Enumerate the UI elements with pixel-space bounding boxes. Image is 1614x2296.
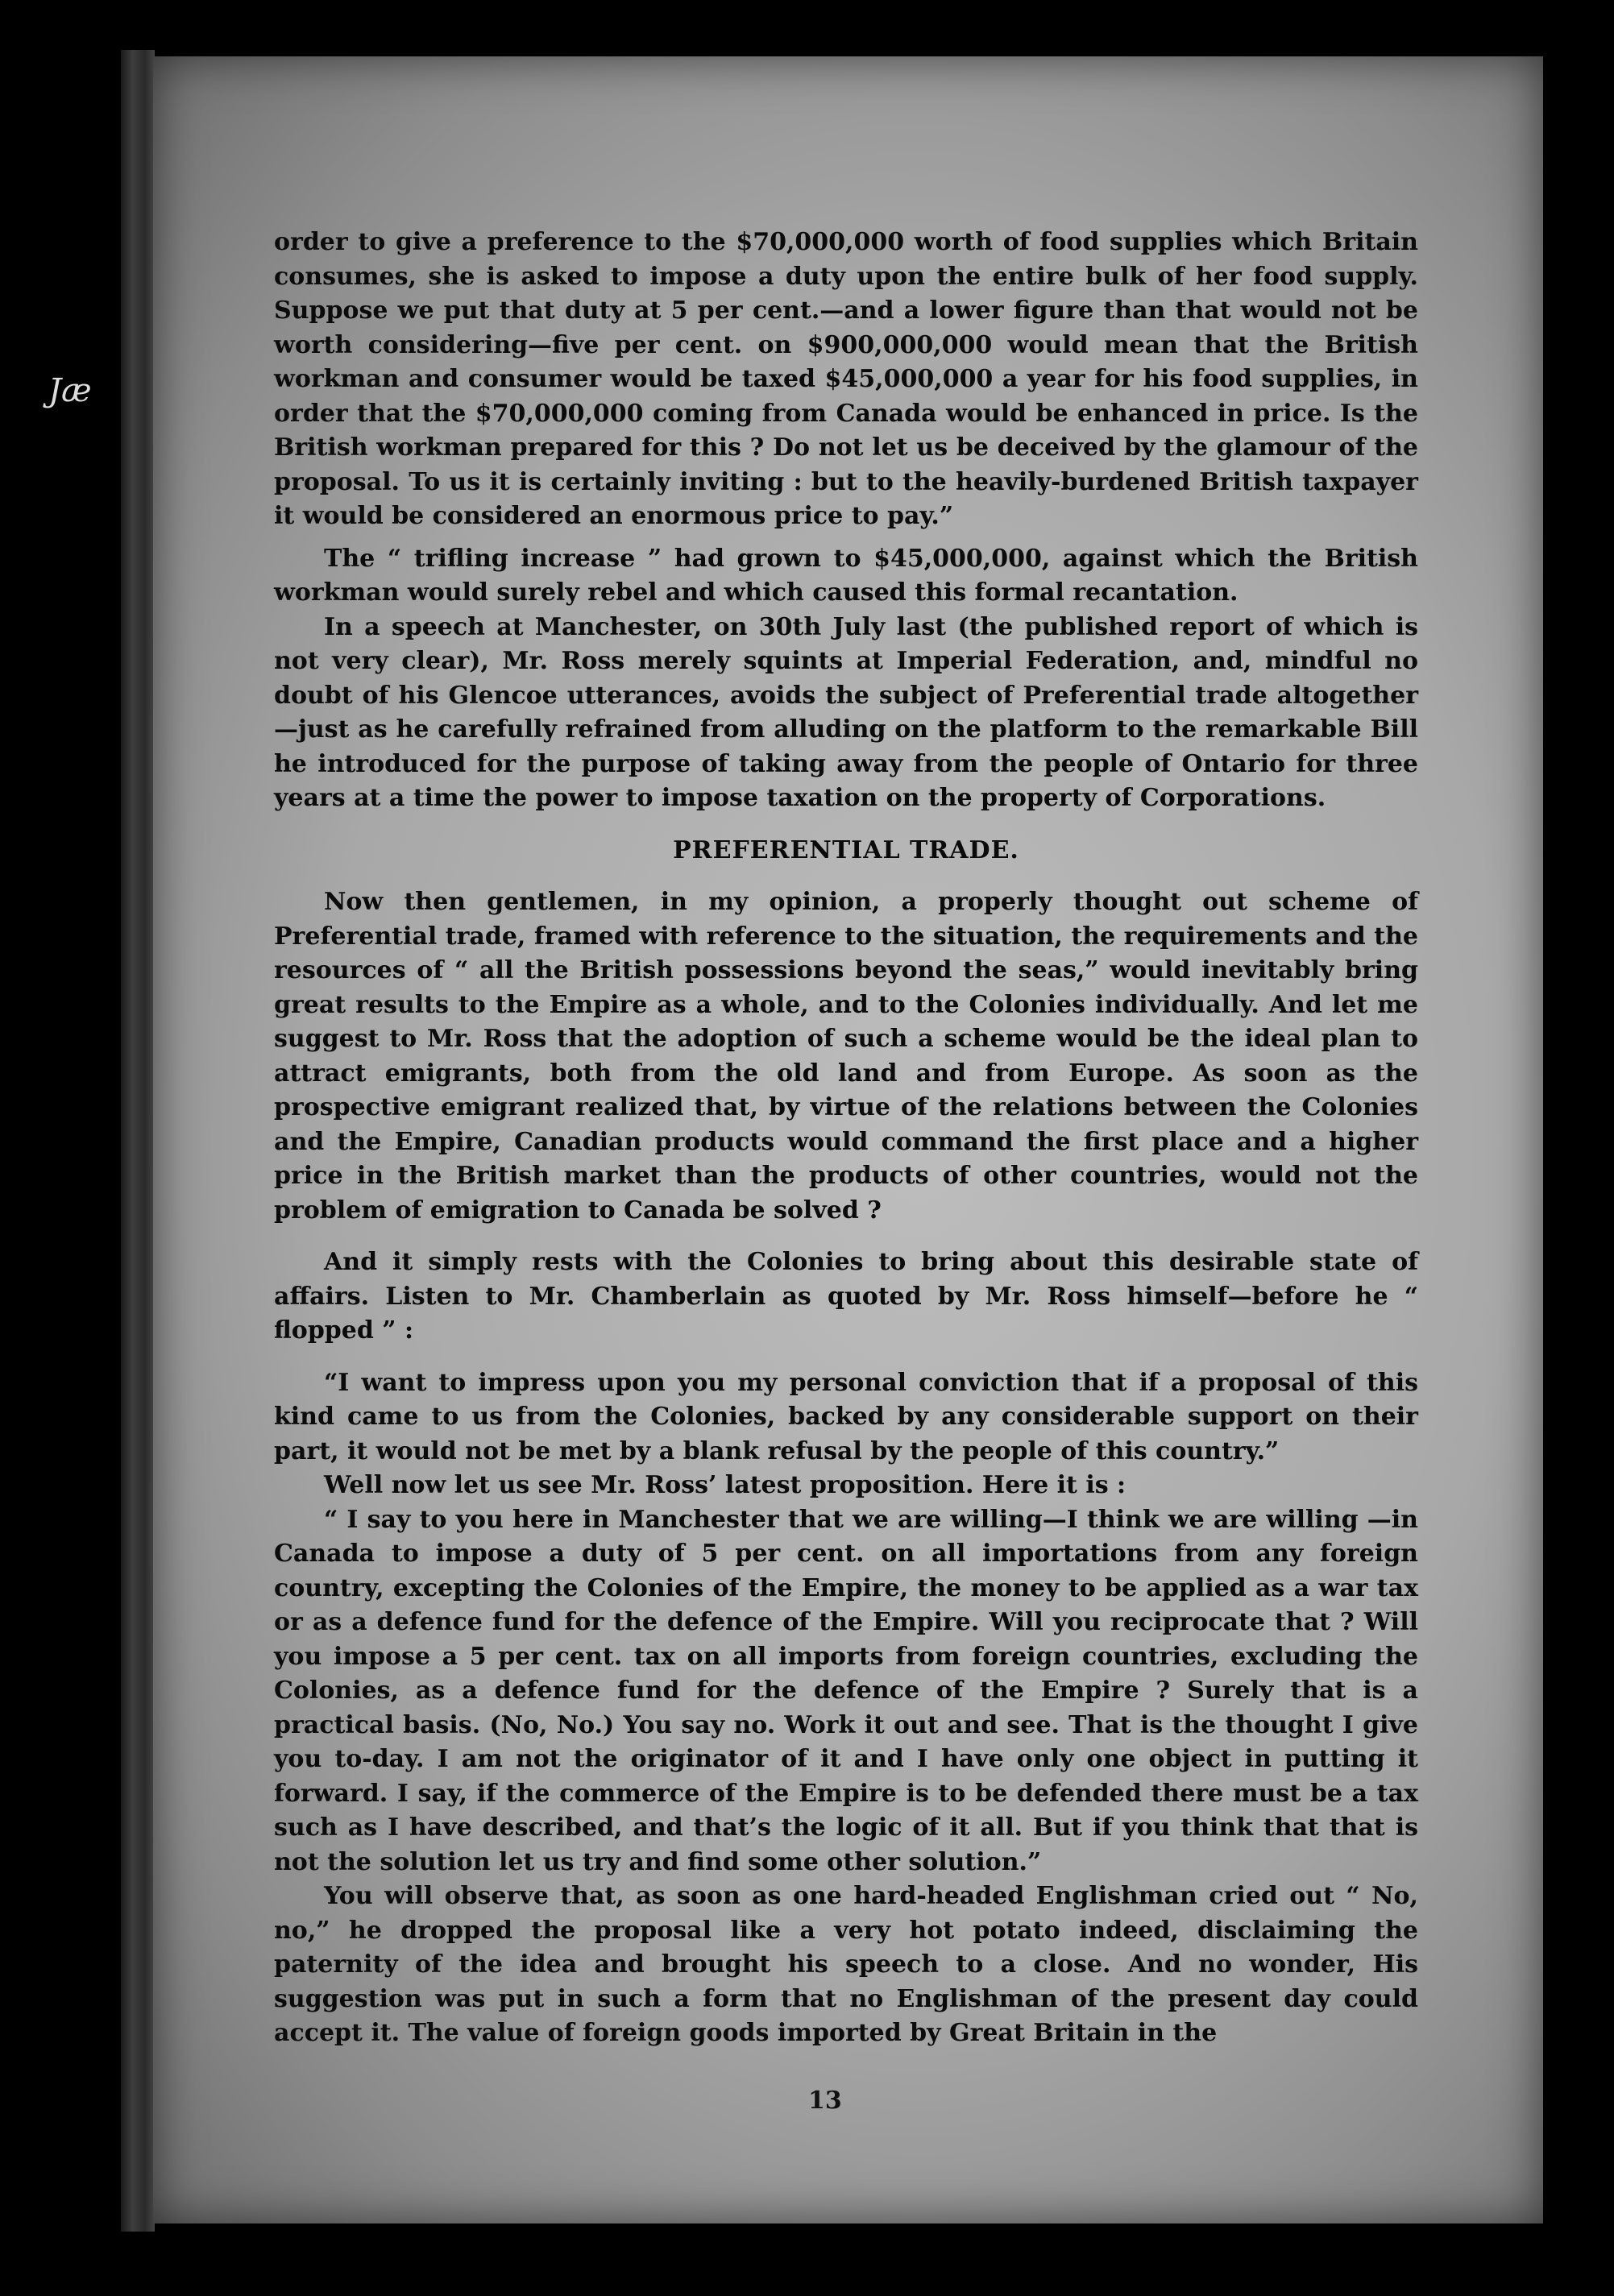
- book-binding-edge: [121, 50, 155, 2232]
- paragraph-continuation: order to give a preference to the $70,000,000 worth of food supplies which Britain consumes, she is asked to impose a duty upon the entire bulk of her food supply. Suppose we put that duty at 5 per cent.—and a lower figure than that would not be worth considering—five per cent. on $900,000,000 would mean that the British workman and consumer would be taxed $45,000,000 a year for his food supplies, in order that the $70,000,000 coming from Canada would be enhanced in price. Is the British workman prepared for this ? Do not let us be deceived by the glamour of the proposal. To us it is certainly inviting : but to the heavily-burdened British taxpayer it would be considered an enormous price to pay.”: [274, 228, 1418, 530]
- section-heading: PREFERENTIAL TRADE.: [673, 835, 1019, 864]
- margin-handwritten-mark: Jæ: [48, 372, 92, 409]
- paragraph-manchester-speech: In a speech at Manchester, on 30th July last (the published report of which is not very clear), Mr. Ross merely squints at Imperial Federation, and, mindful no doubt of his Glencoe utterances, avoids the subject of Preferential trade altogether—just as he carefully refrained from alluding on the platform to the remarkable Bill he introduced for the purpose of taking away from the people of Ontario for three years at a time the power to impose taxation on the property of Corporations.: [274, 612, 1418, 812]
- paragraph-colonies: And it simply rests with the Colonies to bring about this desirable state of affairs. Listen to Mr. Chamberlain as quoted by Mr. Ross himself—before he “ flopped ” :: [274, 1248, 1418, 1345]
- quote-chamberlain: “I want to impress upon you my personal conviction that if a proposal of this kind came to us from the Colonies, backed by any considerable support on their part, it would not be met by a blank refusal by the people of this country.”: [274, 1368, 1418, 1465]
- paragraph-observation: You will observe that, as soon as one hard-headed Englishman cried out “ No, no,” he dropped the proposal like a very hot potato indeed, disclaiming the paternity of the idea and brought his speech to a close. And no wonder, His suggestion was put in such a form that no Englishman of the present day could accept it. The value of foreign goods imported by Great Britain in the: [274, 1882, 1418, 2047]
- page-text-block: [274, 226, 1418, 2051]
- quote-ross-manchester: “ I say to you here in Manchester that we are willing—I think we are willing —in Canada to impose a duty of 5 per cent. on all importations from any foreign country, excepting the Colonies of the Empire, the money to be applied as a war tax or as a defence fund for the defence of the Empire. Will you reciprocate that ? Will you impose a 5 per cent. tax on all imports from foreign countries, excluding the Colonies, as a defence fund for the defence of the Empire ? Surely that is a practical basis. (No, No.) You say no. Work it out and see. That is the thought I give you to-day. I am not the originator of it and I have only one object in putting it forward. I say, if the commerce of the Empire is to be defended there must be a tax such as I have described, and that’s the logic of it all. But if you think that that is not the solution let us try and find some other solution.”: [274, 1505, 1418, 1876]
- page-number: 13: [808, 2087, 842, 2115]
- paragraph-trifling-increase: The “ trifling increase ” had grown to $45,000,000, against which the British workman would surely rebel and which caused this formal recantation.: [274, 544, 1418, 607]
- paragraph-preferential-opinion: Now then gentlemen, in my opinion, a properly thought out scheme of Preferential trade, framed with reference to the situation, the requirements and the resources of “ all the British possessions beyond the seas,” would inevitably bring great results to the Empire as a whole, and to the Colonies individually. And let me suggest to Mr. Ross that the adoption of such a scheme would be the ideal plan to attract emigrants, both from the old land and from Europe. As soon as the prospective emigrant realized that, by virtue of the relations between the Colonies and the Empire, Canadian products would command the first place and a higher price in the British market than the products of other countries, would not the problem of emigration to Canada be solved ?: [274, 888, 1418, 1225]
- book-page: [153, 56, 1543, 2223]
- paragraph-latest-proposition: Well now let us see Mr. Ross’ latest proposition. Here it is :: [324, 1471, 1126, 1499]
